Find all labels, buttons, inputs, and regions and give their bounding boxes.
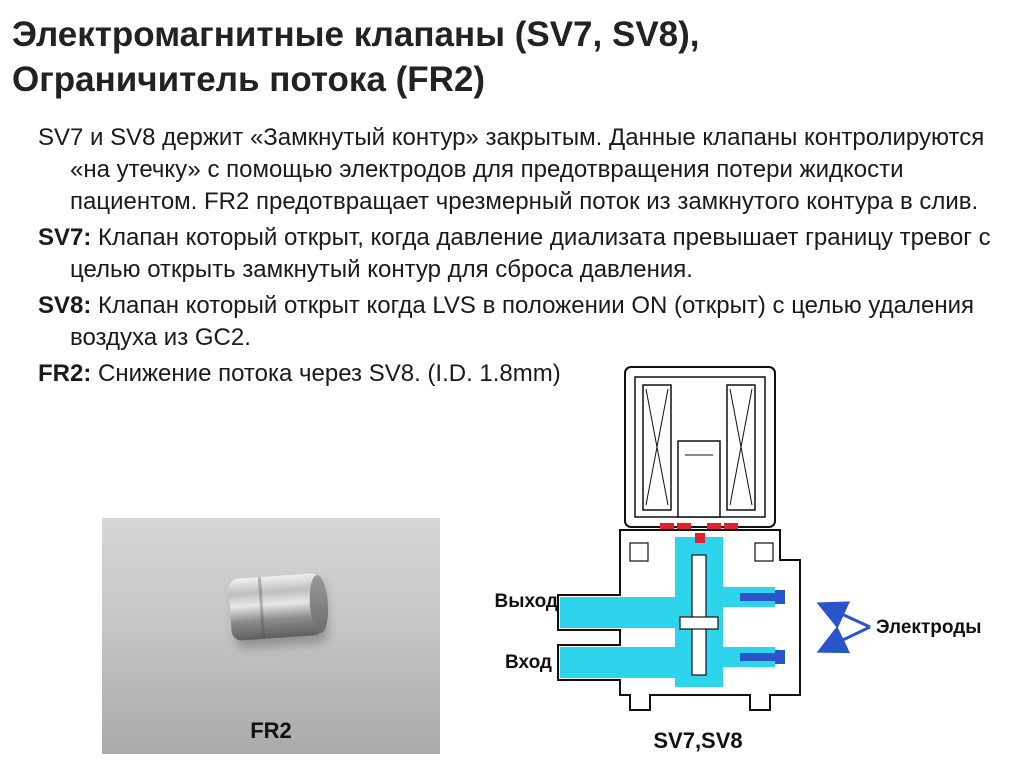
- bullet-list: [38, 122, 998, 394]
- page-title: [12, 12, 1012, 102]
- flow-restrictor-cylinder: [228, 573, 324, 641]
- sv7-text: Клапан который открыт, когда давление диализата превышает границу тревог с целью открыть замкнутый контур для сброса давления.: [70, 224, 991, 283]
- bullet-intro: [38, 122, 998, 218]
- fr2-text: Снижение потока через SV8. (I.D. 1.8mm): [91, 360, 561, 387]
- electrode-arrow-top: [822, 605, 870, 627]
- sv8-term: SV8:: [38, 292, 92, 319]
- valve-caption: SV7,SV8: [653, 728, 743, 753]
- solenoid-valve-diagram: [470, 355, 1020, 755]
- fr2-photo: [102, 518, 440, 754]
- bullet-sv8: [38, 290, 998, 354]
- fr2-photo-label: FR2: [250, 718, 292, 743]
- title-line-1: Электромагнитные клапаны (SV7, SV8),: [12, 15, 700, 54]
- sv8-text: Клапан который открыт когда LVS в положении ON (открыт) с целью удаления воздуха из GC2.: [70, 292, 974, 351]
- intro-text: SV7 и SV8 держит «Замкнутый контур» закрытым. Данные клапаны контролируются «на утечку» с помощью электродов для предотвращения потери жидкости пациентом. FR2 предотвращает чрезмерный поток из замкнутого контура в слив.: [38, 124, 985, 215]
- sv7-term: SV7:: [38, 224, 92, 251]
- outlet-label: Выход: [494, 591, 558, 612]
- inlet-label: Вход: [505, 652, 552, 673]
- title-line-2: Ограничитель потока (FR2): [12, 60, 486, 99]
- electrode-arrow-bottom: [822, 627, 870, 650]
- coil-housing: [625, 367, 775, 527]
- electrodes-label: Электроды: [876, 617, 982, 638]
- fr2-term: FR2:: [38, 360, 92, 387]
- bullet-sv7: [38, 222, 998, 286]
